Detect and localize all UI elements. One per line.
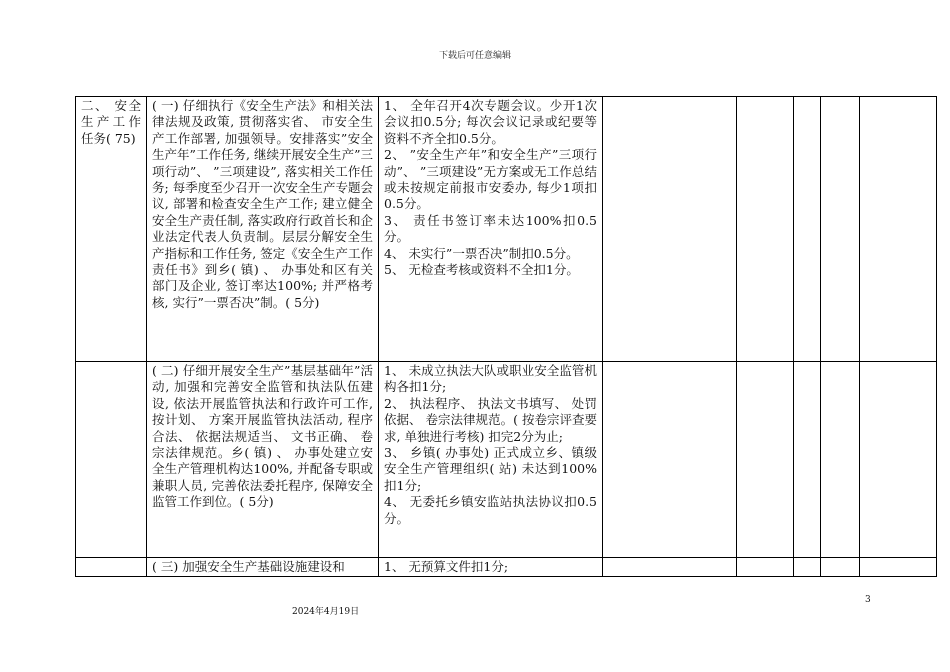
table-row xyxy=(76,362,937,558)
empty-cell xyxy=(737,97,794,362)
empty-cell xyxy=(821,558,860,577)
section-cell: 二、 安全生产工作任务( 75) xyxy=(76,97,147,362)
empty-cell xyxy=(603,362,737,558)
section-cell xyxy=(76,558,147,577)
empty-cell xyxy=(603,97,737,362)
footer-date: 2024年4月19日 xyxy=(292,607,360,617)
empty-cell xyxy=(821,97,860,362)
scoring-criteria-cell: 1、 无预算文件扣1分; xyxy=(379,558,603,577)
empty-cell xyxy=(737,362,794,558)
empty-cell xyxy=(794,558,821,577)
empty-cell xyxy=(860,97,937,362)
empty-cell xyxy=(794,97,821,362)
empty-cell xyxy=(860,362,937,558)
section-cell xyxy=(76,362,147,558)
scoring-criteria-cell: 1、 全年召开4次专题会议。少开1次会议扣0.5分; 每次会议记录或纪要等资料不齐全扣0.5分。 2、 ”安全生产年”和安全生产”三项行动”、 ”三项建设”无方案或无工作总结或未按规定前报市安委办, 每少1项扣0.5分。 3、 责任书签订率未达100%扣0.5分。 4、 未实行”一票否决”制扣0.5分。 5、 无检查考核或资料不全扣1分。 xyxy=(379,97,603,362)
empty-cell xyxy=(794,362,821,558)
empty-cell xyxy=(603,558,737,577)
task-content-cell: ( 二) 仔细开展安全生产”基层基础年”活动, 加强和完善安全监管和执法队伍建设, 依法开展监管执法和行政许可工作, 按计划、 方案开展监管执法活动, 程序合法、 依据法规适当、 文书正确、 卷宗法律规范。乡( 镇) 、 办事处建立安全生产管理机构达100%, 并配备专职或兼职人员, 完善依法委托程序, 保障安全监管工作到位。( 5分) xyxy=(147,362,379,558)
empty-cell xyxy=(860,558,937,577)
task-content-cell: ( 三) 加强安全生产基础设施建设和 xyxy=(147,558,379,577)
scoring-criteria-cell: 1、 未成立执法大队或职业安全监管机构各扣1分; 2、 执法程序、 执法文书填写、 处罚依据、 卷宗法律规范。( 按卷宗评查要求, 单独进行考核) 扣完2分为止; 3、 乡镇( 办事处) 正式成立乡、镇级安全生产管理组织( 站) 未达到100%扣1分; 4、 无委托乡镇安监站执法协议扣0.5分。 xyxy=(379,362,603,558)
assessment-table xyxy=(75,96,937,577)
empty-cell xyxy=(737,558,794,577)
task-content-cell: ( 一) 仔细执行《安全生产法》和相关法律法规及政策, 贯彻落实省、 市安全生产工作部署, 加强领导。安排落实”安全生产年”工作任务, 继续开展安全生产”三项行动”、 ”三项建设”, 落实相关工作任务; 每季度至少召开一次安全生产专题会议, 部署和检查安全生产工作; 建立健全安全生产责任制, 落实政府行政首长和企业法定代表人负责制。层层分解安全生产指标和工作任务, 签定《安全生产工作责任书》到乡( 镇) 、 办事处和区有关部门及企业, 签订率达100%; 并严格考核, 实行”一票否决”制。( 5分) xyxy=(147,97,379,362)
table-row xyxy=(76,97,937,362)
empty-cell xyxy=(821,362,860,558)
page-header: 下载后可任意编辑 xyxy=(438,51,511,61)
page-number: 3 xyxy=(865,595,871,605)
table-row xyxy=(76,558,937,577)
